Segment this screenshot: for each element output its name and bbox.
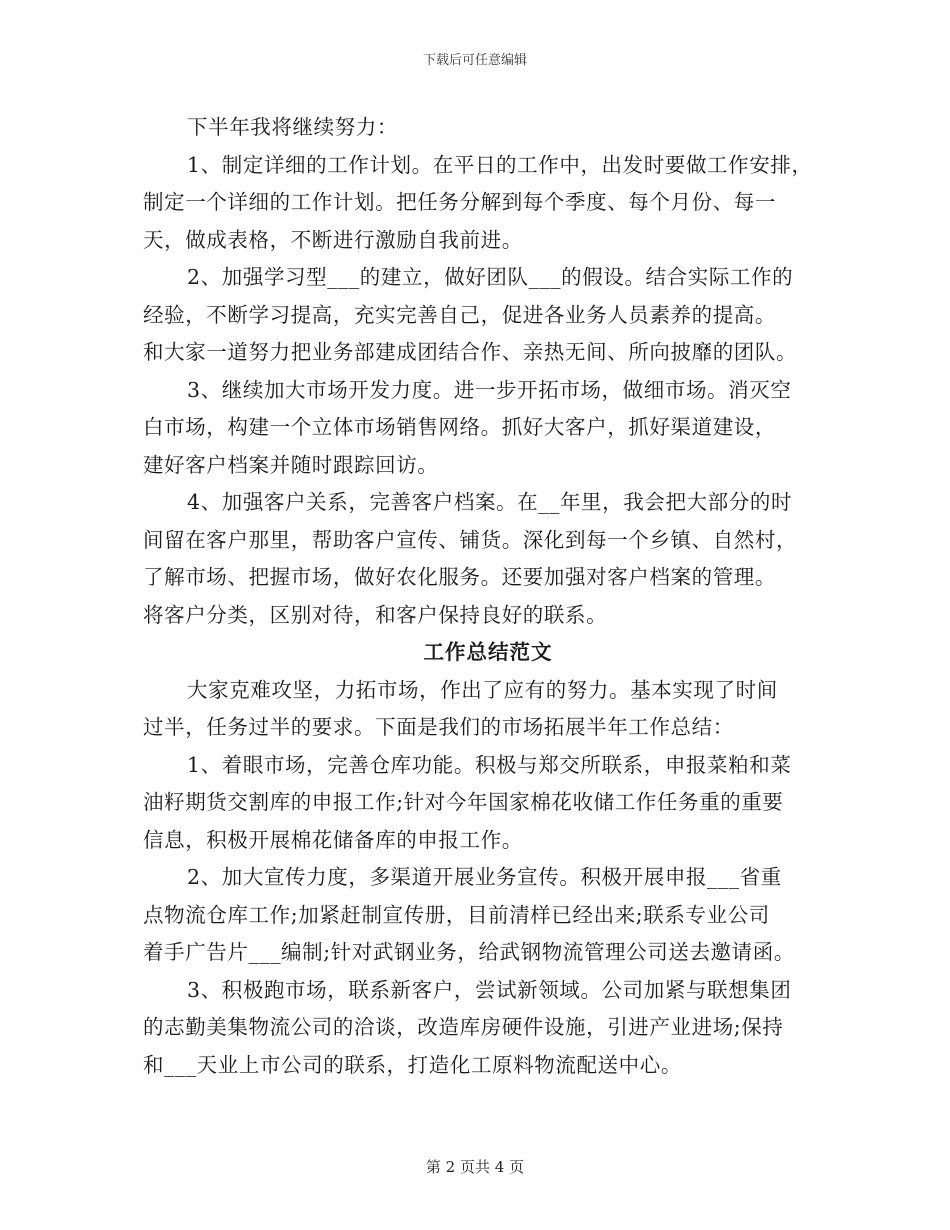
page-header: 下载后可任意编辑	[422, 53, 527, 68]
document-body	[143, 109, 833, 1084]
paragraph-intro: 下半年我将继续努力：	[187, 115, 398, 139]
paragraph-summary-item-3: 3、积极跑市场，联系新客户，尝试新领域。公司加紧与联想集团 的志勤美集物流公司的洽谈，改造库房硬件设施，引进产业进场;保持 和___天业上市公司的联系，打造化工原料物流配送中心。	[143, 977, 792, 1077]
paragraph-summary-item-2: 2、加大宣传力度，多渠道开展业务宣传。积极开展申报___省重 点物流仓库工作;加紧赶制宣传册，目前清样已经出来;联系专业公司 着手广告片___编制;针对武钢业务，给武钢物流管理公司送去邀请函。	[143, 865, 795, 964]
paragraph-item-3: 3、继续加大市场开发力度。进一步开拓市场，做细市场。消灭空 白市场，构建一个立体市场销售网络。抓好大客户，抓好渠道建设， 建好客户档案并随时跟踪回访。	[143, 377, 792, 477]
paragraph-item-4: 4、加强客户关系，完善客户档案。在__年里，我会把大部分的时 间留在客户那里，帮助客户宣传、铺货。深化到每一个乡镇、自然村， 了解市场、把握市场，做好农化服务。还要加强对客户档案的管理。 将客户分类，区别对待，和客户保持良好的联系。	[143, 490, 798, 627]
section-title: 工作总结范文	[423, 640, 553, 664]
paragraph-item-1: 1、制定详细的工作计划。在平日的工作中，出发时要做工作安排， 制定一个详细的工作计划。把任务分解到每个季度、每个月份、每一 天，做成表格，不断进行激励自我前进。	[143, 152, 813, 252]
paragraph-summary-item-1: 1、着眼市场，完善仓库功能。积极与郑交所联系，申报菜粕和菜 油籽期货交割库的申报工作;针对今年国家棉花收储工作任务重的重要 信息，积极开展棉花储备库的申报工作。	[143, 752, 792, 852]
paragraph-item-2: 2、加强学习型___的建立，做好团队___的假设。结合实际工作的 经验，不断学习提高，充实完善自己，促进各业务人员素养的提高。 和大家一道努力把业务部建成团结合作、亲热无间、所向披靡的团队。	[143, 265, 798, 364]
page-number: 第 2 页共 4 页	[425, 1158, 525, 1176]
paragraph-summary-intro: 大家克难攻坚，力拓市场，作出了应有的努力。基本实现了时间 过半，任务过半的要求。下面是我们的市场拓展半年工作总结：	[143, 677, 778, 739]
